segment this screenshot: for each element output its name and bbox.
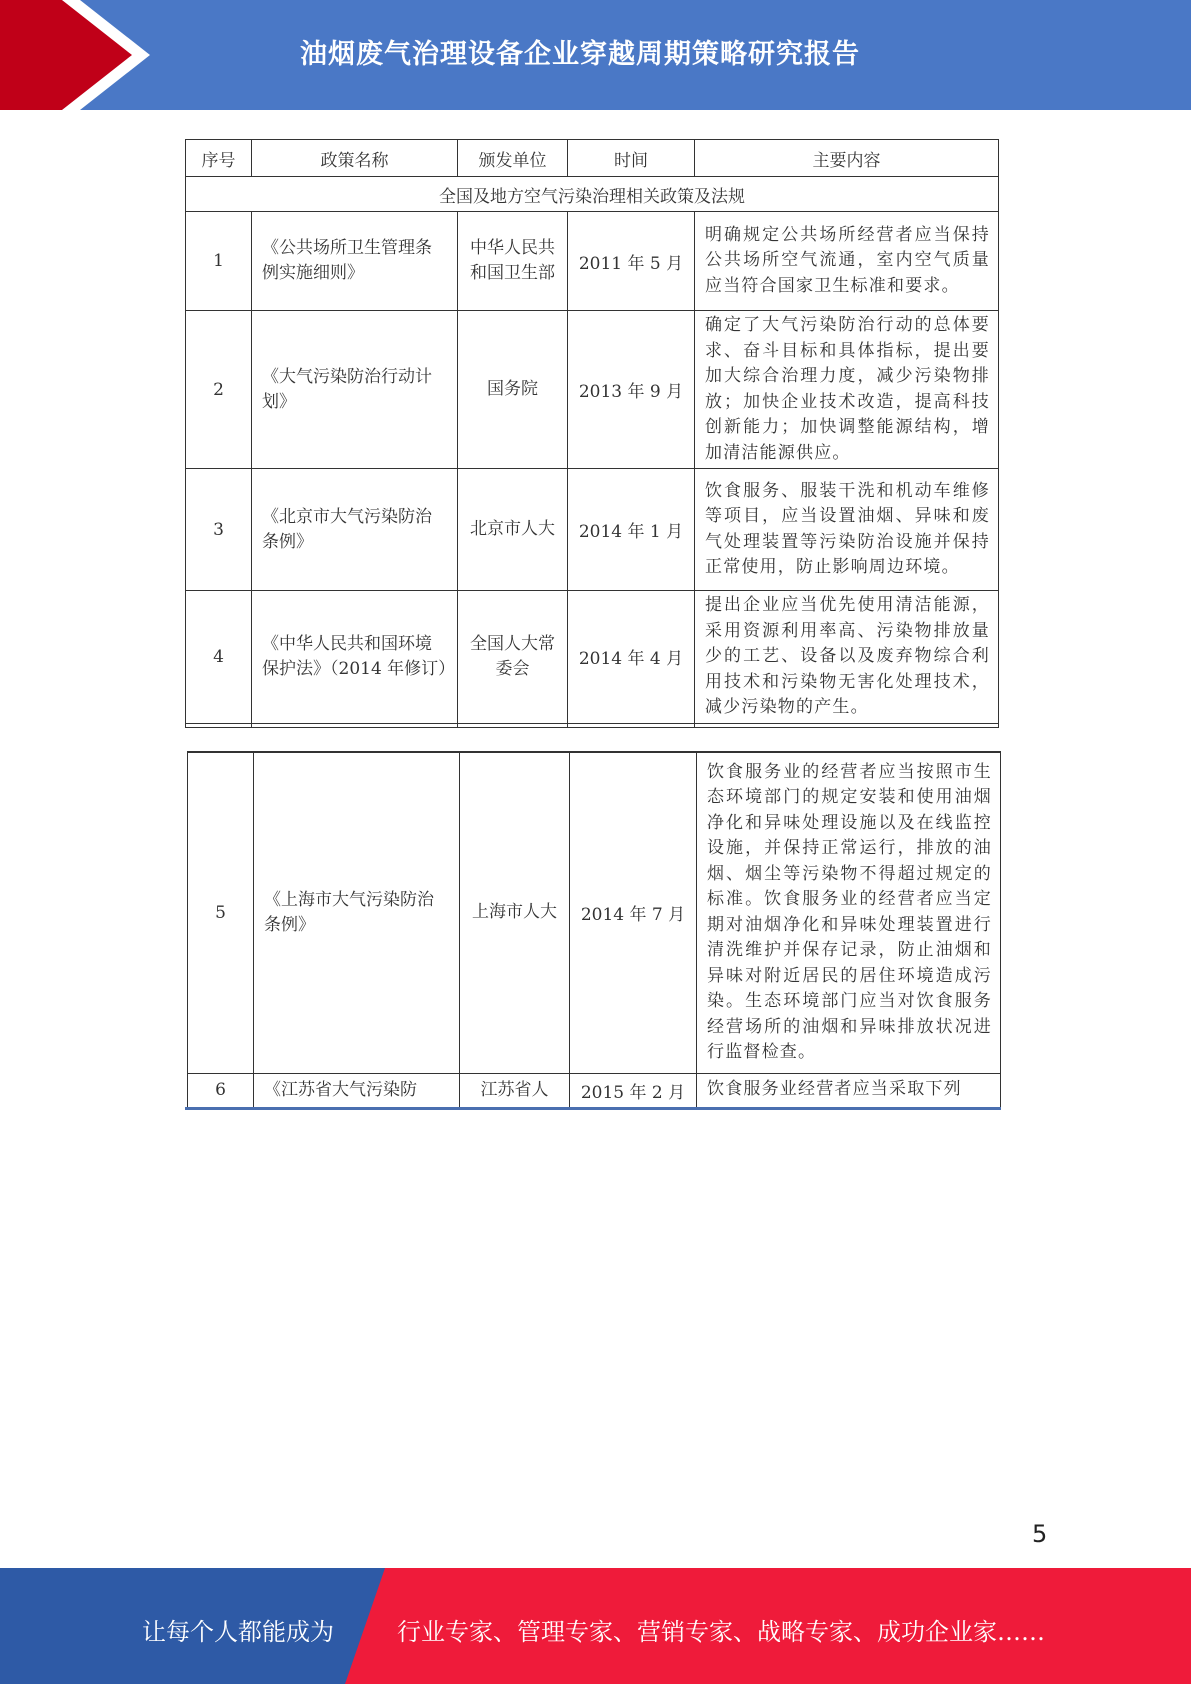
row-policy-name: 《上海市大气污染防治条例》 bbox=[254, 752, 460, 1073]
row-num: 5 bbox=[188, 752, 254, 1073]
table-bottom-divider bbox=[185, 1107, 1001, 1110]
row-policy-name: 《公共场所卫生管理条例实施细则》 bbox=[252, 212, 458, 311]
policy-table-part-1 bbox=[185, 139, 999, 728]
row-date: 2013 年 9 月 bbox=[568, 311, 695, 469]
row-num: 1 bbox=[186, 212, 252, 311]
row-policy-name: 《江苏省大气污染防 bbox=[254, 1073, 460, 1107]
row-content: 明确规定公共场所经营者应当保持公共场所空气流通，室内空气质量应当符合国家卫生标准和要求。 bbox=[695, 212, 999, 311]
row-date: 2014 年 4 月 bbox=[568, 591, 695, 724]
row-date: 2011 年 5 月 bbox=[568, 212, 695, 311]
row-issuer: 全国人大常委会 bbox=[458, 591, 568, 724]
row-num: 3 bbox=[186, 469, 252, 591]
row-policy-name: 《北京市大气污染防治条例》 bbox=[252, 469, 458, 591]
row-content: 饮食服务业的经营者应当按照市生态环境部门的规定安装和使用油烟净化和异味处理设施以及在线监控设施，并保持正常运行，排放的油烟、烟尘等污染物不得超过规定的标准。饮食服务业的经营者应当定期对油烟净化和异味处理装置进行清洗维护并保存记录，防止油烟和异味对附近居民的居住环境造成污染。生态环境部门应当对饮食服务经营场所的油烟和异味排放状况进行监督检查。 bbox=[697, 752, 1001, 1073]
footer-slogan-right: 行业专家、管理专家、营销专家、战略专家、成功企业家…… bbox=[397, 1618, 1045, 1646]
row-content: 饮食服务、服装干洗和机动车维修等项目，应当设置油烟、异味和废气处理装置等污染防治设施并保持正常使用，防止影响周边环境。 bbox=[695, 469, 999, 591]
column-header-num: 序号 bbox=[186, 140, 252, 177]
section-row bbox=[186, 177, 999, 212]
footer-slogan-left: 让每个人都能成为 bbox=[142, 1618, 334, 1646]
table-row bbox=[186, 469, 999, 591]
row-issuer: 国务院 bbox=[458, 311, 568, 469]
table-row bbox=[186, 591, 999, 724]
row-date: 2015 年 2 月 bbox=[570, 1073, 697, 1107]
row-date: 2014 年 7 月 bbox=[570, 752, 697, 1073]
row-content: 确定了大气污染防治行动的总体要求、奋斗目标和具体指标，提出要加大综合治理力度，减少污染物排放；加快企业技术改造，提高科技创新能力；加快调整能源结构，增加清洁能源供应。 bbox=[695, 311, 999, 469]
row-policy-name: 《中华人民共和国环境保护法》（2014 年修订） bbox=[252, 591, 458, 724]
table-row bbox=[188, 1073, 1001, 1107]
row-issuer: 中华人民共和国卫生部 bbox=[458, 212, 568, 311]
row-content: 饮食服务业经营者应当采取下列 bbox=[697, 1073, 1001, 1107]
page-number: 5 bbox=[1032, 1520, 1048, 1548]
policy-table-part-2 bbox=[187, 751, 1001, 1108]
table-row bbox=[188, 752, 1001, 1073]
table-row bbox=[186, 311, 999, 469]
row-date: 2014 年 1 月 bbox=[568, 469, 695, 591]
row-num: 4 bbox=[186, 591, 252, 724]
page-header bbox=[0, 0, 1191, 110]
report-title: 油烟废气治理设备企业穿越周期策略研究报告 bbox=[300, 39, 860, 70]
row-issuer: 上海市人大 bbox=[460, 752, 570, 1073]
row-content: 提出企业应当优先使用清洁能源，采用资源利用率高、污染物排放量少的工艺、设备以及废弃物综合利用技术和污染物无害化处理技术，减少污染物的产生。 bbox=[695, 591, 999, 724]
row-num: 6 bbox=[188, 1073, 254, 1107]
column-header-date: 时间 bbox=[568, 140, 695, 177]
row-policy-name: 《大气污染防治行动计划》 bbox=[252, 311, 458, 469]
row-issuer: 江苏省人 bbox=[460, 1073, 570, 1107]
table-row-cut-edge bbox=[186, 723, 999, 727]
page-footer bbox=[0, 1568, 1191, 1684]
row-issuer: 北京市人大 bbox=[458, 469, 568, 591]
table-row bbox=[186, 212, 999, 311]
column-header-name: 政策名称 bbox=[252, 140, 458, 177]
section-title: 全国及地方空气污染治理相关政策及法规 bbox=[186, 177, 999, 212]
column-header-content: 主要内容 bbox=[695, 140, 999, 177]
row-num: 2 bbox=[186, 311, 252, 469]
column-header-unit: 颁发单位 bbox=[458, 140, 568, 177]
table-header-row bbox=[186, 140, 999, 177]
